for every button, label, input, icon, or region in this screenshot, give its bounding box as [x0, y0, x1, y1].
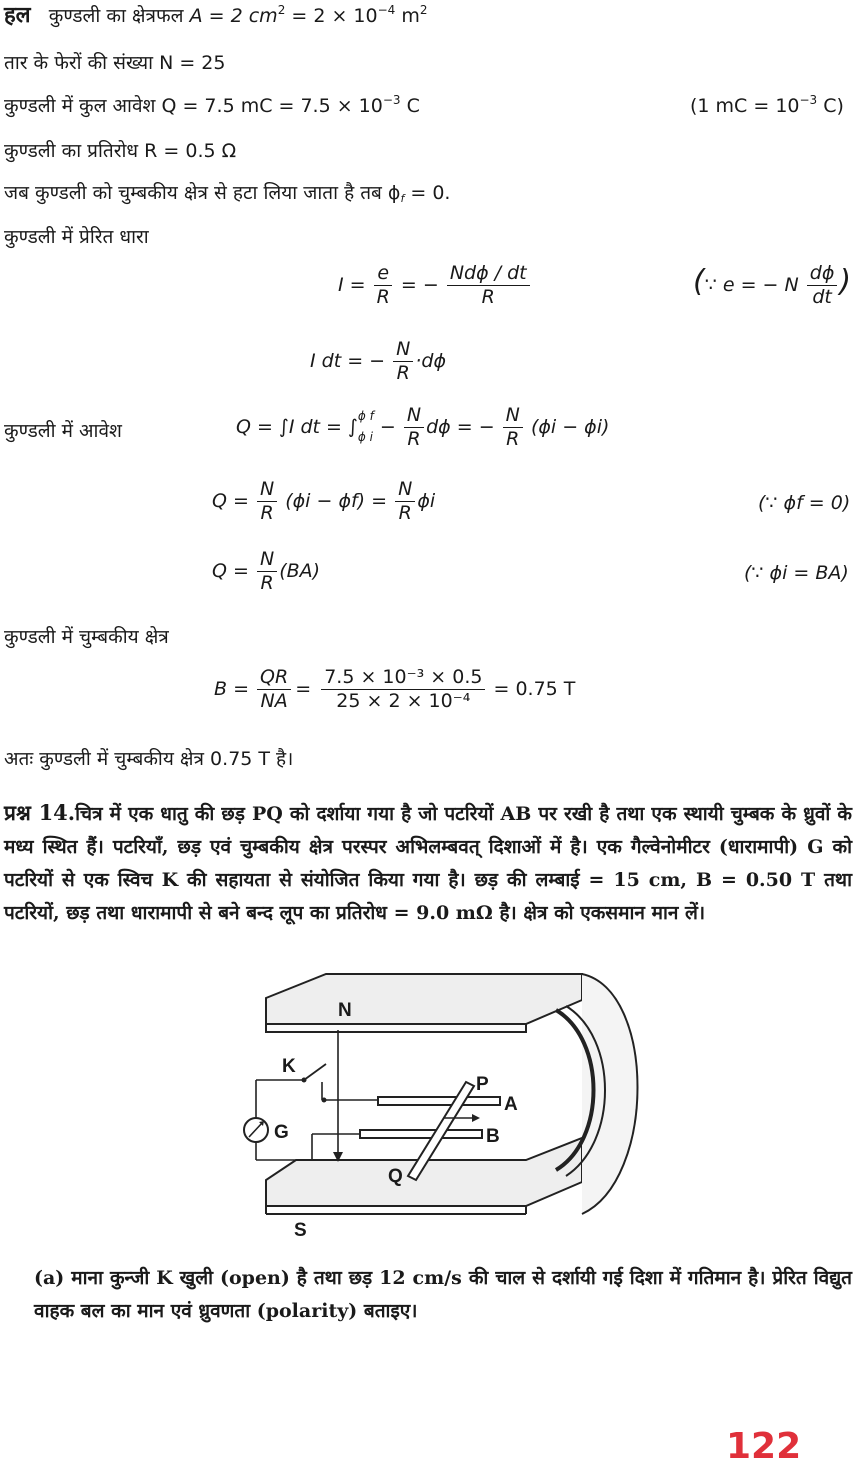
equation-charge-integral	[236, 404, 609, 451]
eq5-num: N	[257, 548, 277, 572]
charge-line: कुण्डली में कुल आवेश Q = 7.5 mC = $7.5 \times 10^{-3}$ C	[4, 93, 420, 117]
label-q: Q	[388, 1166, 403, 1187]
charge-note: (1 mC = $10^{-3}$ C)	[690, 93, 844, 117]
equation-charge-2	[212, 478, 435, 525]
area-eq2: = 2 × 10	[285, 5, 378, 27]
eq3-mid2: dϕ = −	[426, 415, 495, 438]
eq3-upper: ϕ f	[357, 408, 374, 423]
eq3-den: R	[407, 427, 421, 450]
eq6-f1-num: QR	[257, 666, 291, 690]
removed-line: जब कुण्डली को चुम्बकीय क्षेत्र से हटा लिया जाता है तब $\phi_f = 0$.	[4, 182, 451, 205]
charge-note-end: C)	[817, 95, 844, 117]
eq1-mid: = −	[400, 273, 439, 296]
equation-current	[338, 262, 532, 309]
rail-a	[378, 1097, 500, 1105]
eq4-rhs: ϕi	[417, 489, 436, 512]
label-s: S	[294, 1220, 307, 1240]
equation-charge-3	[212, 548, 320, 595]
eq3-rhs: (ϕi − ϕi)	[530, 415, 610, 438]
field-in-coil-label: कुण्डली में चुम्बकीय क्षेत्र	[4, 626, 169, 648]
magnet-rail-figure	[226, 970, 646, 1240]
eq2-rhs: ·dϕ	[415, 349, 446, 372]
question-label: प्रश्न 14.	[4, 800, 76, 825]
charge-label: कुण्डली में कुल आवेश Q = 7.5 mC = 7.5 × 10	[4, 95, 383, 117]
eq4-mid: (ϕi − ϕf) =	[285, 489, 388, 512]
label-k: K	[282, 1056, 296, 1077]
area-unit: m	[395, 5, 420, 27]
question-part-a	[34, 1262, 852, 1328]
eq3-lower: ϕ i	[357, 430, 373, 445]
eq1-lhs: I =	[338, 273, 366, 296]
part-a-text: (a) माना कुन्जी K खुली (open) है तथा छड़ 12 cm/s की चाल से दर्शायी गई दिशा में गतिमान है। प्रेरित विद्युत वाहक बल का मान एवं ध्रुवणता (polarity) बताइए।	[34, 1267, 852, 1322]
eq3-num-2: N	[503, 404, 523, 428]
charge-unit: C	[400, 95, 420, 117]
eq6-f1-den: NA	[260, 689, 288, 712]
rail-b	[360, 1130, 482, 1138]
eq4-num: N	[257, 478, 277, 502]
label-n: N	[338, 1000, 352, 1021]
eq5-rhs: (BA)	[279, 559, 321, 582]
label-p: P	[476, 1074, 489, 1095]
equation-field: B = $\frac{QR}{NA}$ = $\frac{\text{7.5 × 10⁻³ × 0.5}}{\text{25 × 2 × 10⁻⁴}}$ = 0.75 T	[214, 666, 576, 712]
area-eq: A = 2 cm	[189, 5, 278, 27]
eq1-f1-den: R	[376, 285, 390, 308]
equation-charge-2-note: (∵ ϕf = 0)	[758, 492, 851, 514]
eq4-den-2: R	[398, 501, 412, 524]
eq4-den: R	[260, 501, 274, 524]
equation-current-note: (∵ e = − N $\frac{d\phi}{dt}$ )	[693, 262, 852, 308]
eq2-den: R	[396, 361, 410, 384]
switch-k	[304, 1064, 326, 1080]
charge-note-text: (1 mC = 10	[690, 95, 800, 117]
eq3-mid: −	[373, 415, 396, 438]
equation-idt	[310, 338, 446, 385]
eq6-lhs: B =	[214, 677, 249, 700]
question-text: चित्र में एक धातु की छड़ PQ को दर्शाया गया है जो पटरियों AB पर रखी है तथा एक स्थायी चुम्बक के ध्रुवों के मध्य स्थित हैं। पटरियाँ, छड़ एवं चुम्बकीय क्षेत्र परस्पर अभिलम्बवत् दिशाओं में है। एक गैल्वेनोमीटर (धारामापी) G को पटरियों से एक स्विच K की सहायता से संयोजित किया गया है। छड़ की लम्बाई = 15 cm, B = 0.50 T तथा पटरियों, छड़ तथा धारामापी से बने बन्द लूप का प्रतिरोध = 9.0 mΩ है। क्षेत्र को एकसमान मान लें।	[4, 803, 852, 924]
equation-charge-3-note: (∵ ϕi = BA)	[744, 562, 849, 584]
eq4-num-2: N	[395, 478, 415, 502]
eq3-num: N	[404, 404, 424, 428]
solution-heading: हल	[4, 2, 31, 28]
question-14	[4, 796, 852, 930]
label-g: G	[274, 1122, 289, 1143]
induced-current-label: कुण्डली में प्रेरित धारा	[4, 226, 149, 248]
label-a: A	[504, 1094, 518, 1115]
eq5-lhs: Q =	[212, 559, 249, 582]
eq3-lhs: Q = ∫I dt = ∫	[236, 415, 358, 438]
eq2-lhs: I dt = −	[310, 349, 386, 372]
eq3-den-2: R	[506, 427, 520, 450]
eq1-f2-den: R	[481, 285, 495, 308]
area-label: कुण्डली का क्षेत्रफल	[48, 5, 184, 27]
eq5-den: R	[260, 571, 274, 594]
eq1-f1-num: e	[374, 262, 392, 286]
eq1-note-pre: ∵ e = − N	[704, 273, 799, 296]
removed-text: जब कुण्डली को चुम्बकीय क्षेत्र से हटा लिया जाता है तब ϕ	[4, 182, 401, 204]
resistance-line: कुण्डली का प्रतिरोध R = 0.5 Ω	[4, 140, 237, 162]
turns-line: तार के फेरों की संख्या N = 25	[4, 52, 226, 74]
eq1-note-num: dϕ	[807, 262, 838, 286]
conclusion: अतः कुण्डली में चुम्बकीय क्षेत्र 0.75 T है।	[4, 748, 294, 770]
page-number: 122	[726, 1426, 802, 1467]
label-b: B	[486, 1126, 500, 1147]
eq2-num: N	[393, 338, 413, 362]
area-line: हल कुण्डली का क्षेत्रफल A = 2 $cm^2 = 2 \times 10^{-4}$ $m^2$	[4, 2, 428, 28]
eq1-f2-num: Ndϕ / dt	[447, 262, 530, 286]
eq4-lhs: Q =	[212, 489, 249, 512]
eq6-f2-den: 25 × 2 × 10⁻⁴	[336, 689, 471, 712]
removed-end: = 0.	[404, 182, 451, 204]
eq6-rhs: = 0.75 T	[493, 677, 576, 700]
eq6-f2-num: 7.5 × 10⁻³ × 0.5	[321, 666, 485, 690]
eq1-note-den: dt	[812, 285, 832, 308]
charge-in-coil-label: कुण्डली में आवेश	[4, 420, 122, 442]
